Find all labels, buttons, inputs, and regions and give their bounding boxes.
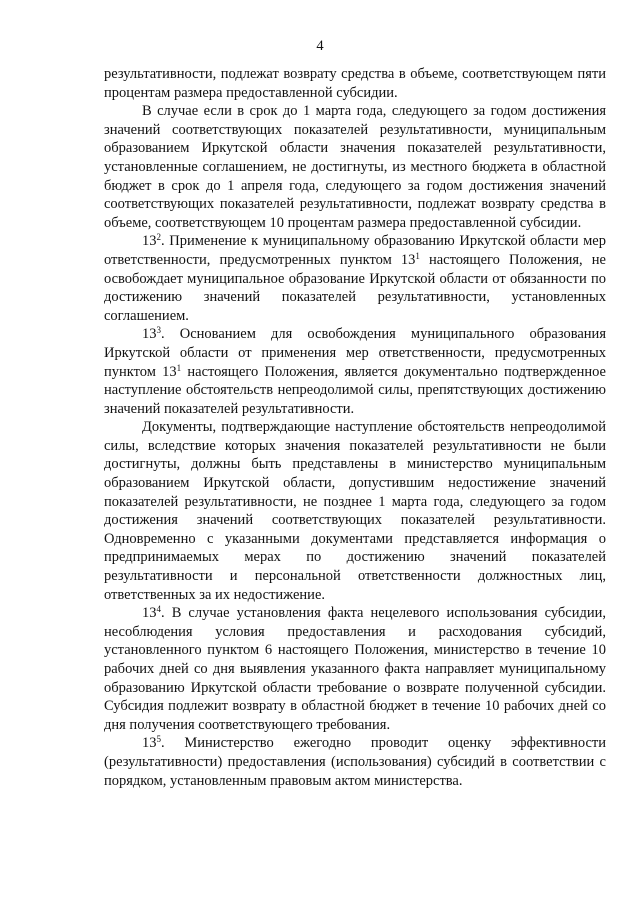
paragraph	[104, 604, 606, 734]
page-number: 4	[316, 38, 324, 54]
superscript: 2	[156, 232, 161, 243]
paragraph	[104, 325, 606, 418]
paragraph-text: результативности, подлежат возврату средства в объеме, соответствующем пяти процентам размера предоставленной субсидии.	[104, 66, 606, 101]
paragraph-text: 13	[142, 735, 157, 752]
paragraph-text: . Министерство ежегодно проводит оценку эффективности (результативности) предоставления (использования) субсидий в соответствии с порядком, установленным правовым актом министерства.	[104, 735, 606, 789]
paragraph-text: 13	[142, 605, 157, 622]
paragraph-text: 13	[142, 326, 157, 343]
paragraph-text: . Применение к муниципальному образованию Иркутской области мер ответственности, предусмотренных пунктом 13	[104, 233, 606, 268]
superscript: 4	[156, 604, 161, 615]
superscript: 3	[156, 325, 161, 336]
superscript: 5	[156, 734, 161, 745]
paragraph-text: Документы, подтверждающие наступление обстоятельств непреодолимой силы, вследствие которых значения показателей результативности не были достигнуты, должны быть представлены в министерство муниципальным образованием Иркутской области, допустившим недостижение значений показателей результативности, не позднее 1 марта года, следующего за годом достижения значений соответствующих показателей результативности. Одновременно с указанными документами представляется информация о предпринимаемых мерах по достижению значений показателей результативности и персональной ответственности должностных лиц, ответственных за их недостижение.	[104, 419, 606, 603]
superscript: 1	[415, 250, 420, 261]
paragraph-text: . Основанием для освобождения муниципального образования Иркутской области от применения мер ответственности, предусмотренных пунктом 13	[104, 326, 606, 380]
paragraph	[104, 102, 606, 232]
superscript: 1	[176, 362, 182, 373]
paragraph-text: 13	[142, 233, 157, 250]
paragraph	[104, 232, 606, 325]
paragraph-text: . В случае установления факта нецелевого использования субсидии, несоблюдения условия предоставления и расходования субсидий, установленного пунктом 6 настоящего Положения, министерство в течение 10 рабочих дней со дня выявления указанного факта направляет муниципальному образованию Иркутской области требование о возврате полученной субсидии. Субсидия подлежит возврату в областной бюджет в течение 10 рабочих дней со дня получения соответствующего требования.	[104, 605, 606, 733]
paragraph-text: В случае если в срок до 1 марта года, следующего за годом достижения значений соответствующих показателей результативности, муниципальным образованием Иркутской области значения показателей результативности, установленные соглашением, не достигнуты, из местного бюджета в областной бюджет в срок до 1 апреля года, следующего за годом достижения значений соответствующих показателей результативности, подлежат возврату средства в объеме, соответствующем 10 процентам размера предоставленной субсидии.	[104, 103, 606, 231]
paragraph	[104, 65, 606, 102]
paragraph-text: настоящего Положения, не освобождает муниципальное образование Иркутской области от обязанности по достижению значений показателей результативности, установленных соглашением.	[104, 251, 606, 324]
paragraph	[104, 418, 606, 604]
paragraph-text: настоящего Положения, является документально подтвержденное наступление обстоятельств непреодолимой силы, препятствующих достижению значений показателей результативности.	[104, 363, 606, 417]
paragraph	[104, 734, 606, 790]
document-body	[104, 65, 606, 790]
